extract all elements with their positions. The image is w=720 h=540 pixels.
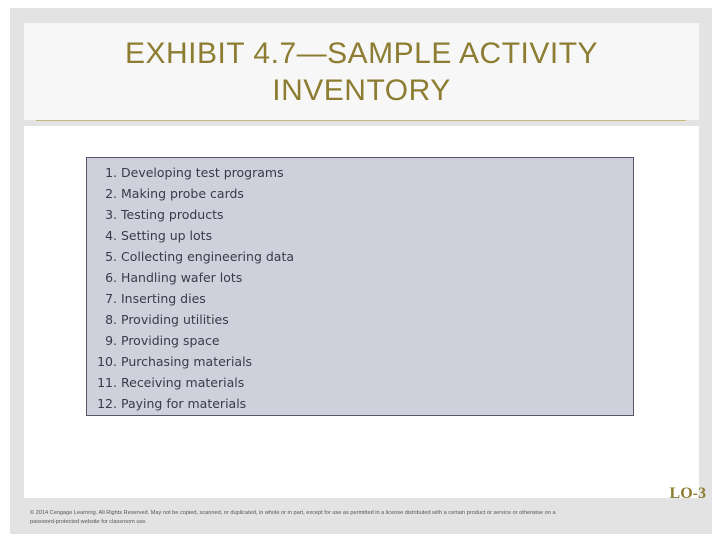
activity-number: 7. xyxy=(105,291,117,306)
slide-title-line2: INVENTORY xyxy=(272,74,451,107)
activity-number: 1. xyxy=(105,165,117,180)
activity-item xyxy=(87,267,294,288)
activity-number: 3. xyxy=(105,207,117,222)
activity-label: Paying for materials xyxy=(121,396,247,411)
activity-label: Providing space xyxy=(121,333,220,348)
activity-number: 4. xyxy=(105,228,117,243)
activity-item xyxy=(87,288,294,309)
activity-number: 10. xyxy=(97,354,117,369)
activity-item xyxy=(87,393,294,414)
activity-number: 11. xyxy=(97,375,117,390)
activity-label: Receiving materials xyxy=(121,375,245,390)
slide-title-line1: EXHIBIT 4.7—SAMPLE ACTIVITY xyxy=(124,37,599,70)
activity-number: 12. xyxy=(97,396,117,411)
activity-item xyxy=(87,372,294,393)
activity-item xyxy=(87,204,294,225)
activity-inventory-box xyxy=(86,157,634,416)
activity-label: Providing utilities xyxy=(121,312,229,327)
activity-label: Testing products xyxy=(121,207,224,222)
activity-number: 5. xyxy=(105,249,117,264)
activity-label: Inserting dies xyxy=(121,291,206,306)
activity-item xyxy=(87,309,294,330)
activity-item xyxy=(87,225,294,246)
activity-item xyxy=(87,351,294,372)
activity-number: 2. xyxy=(105,186,117,201)
copyright-line2: password-protected website for classroom use. xyxy=(30,519,147,525)
activity-item xyxy=(87,246,294,267)
activity-label: Collecting engineering data xyxy=(121,249,295,264)
activity-label: Setting up lots xyxy=(121,228,213,243)
copyright-line1: © 2014 Cengage Learning. All Rights Reserved. May not be copied, scanned, or duplicated, in whole or in part, except for use as permitted in a license distributed with a certain product or service or otherwise on a xyxy=(30,510,556,516)
activity-number: 8. xyxy=(105,312,117,327)
slide-title xyxy=(24,35,699,109)
activity-number: 6. xyxy=(105,270,117,285)
activity-label: Purchasing materials xyxy=(121,354,253,369)
activity-label: Developing test programs xyxy=(121,165,284,180)
activity-number: 9. xyxy=(105,333,117,348)
activity-label: Handling wafer lots xyxy=(121,270,243,285)
title-divider xyxy=(36,120,686,121)
activity-list xyxy=(87,162,294,414)
activity-item xyxy=(87,330,294,351)
activity-item xyxy=(87,162,294,183)
copyright-notice xyxy=(30,509,690,527)
activity-label: Making probe cards xyxy=(121,186,244,201)
activity-item xyxy=(87,183,294,204)
learning-objective-tag: LO-3 xyxy=(669,485,706,502)
